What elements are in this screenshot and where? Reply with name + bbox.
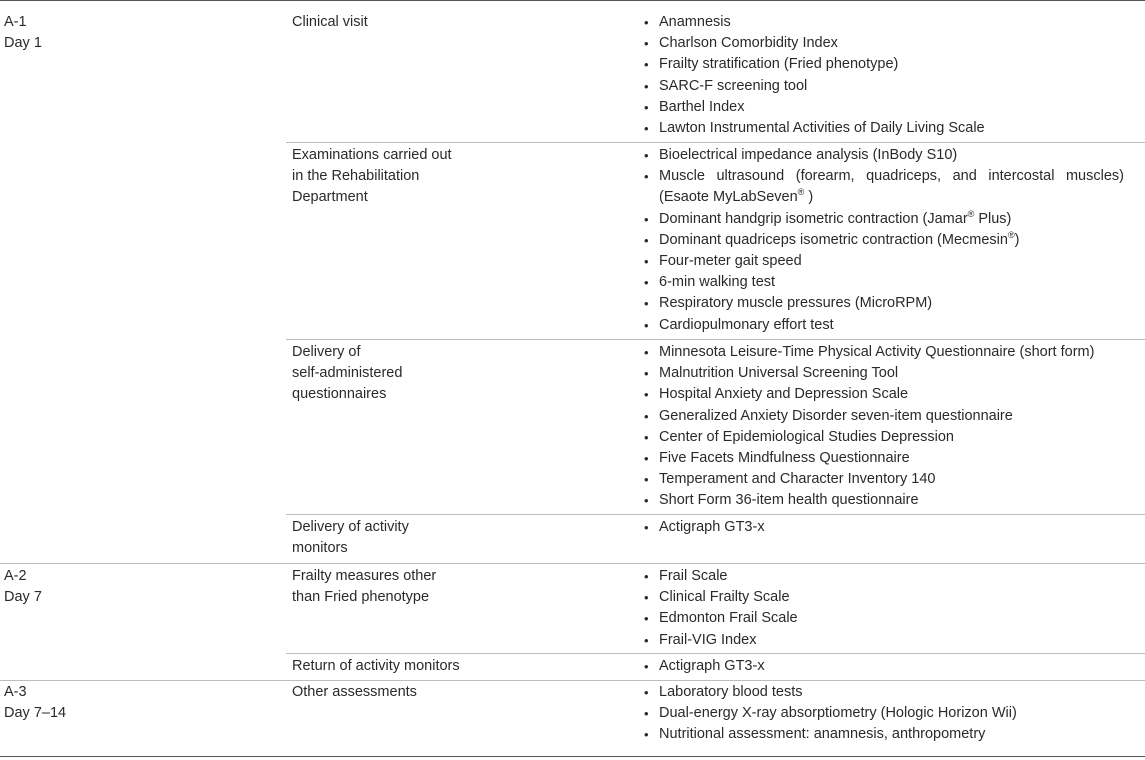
list-item: • Hospital Anxiety and Depression Scale <box>644 384 1124 405</box>
row-divider <box>286 514 1145 515</box>
assessment-list <box>644 682 1124 746</box>
list-item-text: Dominant quadriceps isometric contraction (Mecmesin <box>659 231 1008 248</box>
list-item: • Respiratory muscle pressures (MicroRPM) <box>644 293 1124 314</box>
assessment-cell <box>644 517 1124 538</box>
row-divider <box>286 653 1145 654</box>
phase-cell <box>4 12 42 54</box>
list-item <box>644 166 1124 208</box>
list-item: • 6-min walking test <box>644 272 1124 293</box>
list-item: • Bioelectrical impedance analysis (InBody S10) <box>644 145 1124 166</box>
list-item: • Cardiopulmonary effort test <box>644 315 1124 336</box>
phase-label: A-3 <box>4 684 27 700</box>
list-item <box>644 209 1124 230</box>
list-item: • Clinical Frailty Scale <box>644 587 1124 608</box>
list-item: • Nutritional assessment: anamnesis, anthropometry <box>644 724 1124 745</box>
list-item: • Barthel Index <box>644 97 1124 118</box>
day-label: Day 7 <box>4 589 42 605</box>
list-item-text: Dominant handgrip isometric contraction (Jamar <box>659 210 968 227</box>
list-item <box>644 230 1124 251</box>
activity-line: Return of activity monitors <box>292 658 460 674</box>
registered-mark: ® <box>967 208 975 219</box>
list-item: • Four-meter gait speed <box>644 251 1124 272</box>
list-item: • Actigraph GT3-x <box>644 517 1124 538</box>
activity-line: in the Rehabilitation <box>292 168 420 184</box>
activity-line: Delivery of <box>292 344 361 360</box>
activity-line: Other assessments <box>292 684 417 700</box>
assessment-list <box>644 517 1124 538</box>
activity-line: Frailty measures other <box>292 568 437 584</box>
assessment-list <box>644 342 1124 512</box>
activity-line: Department <box>292 189 368 205</box>
row-divider <box>286 339 1145 340</box>
activity-cell <box>292 12 492 33</box>
row-divider <box>286 142 1145 143</box>
activity-line: Delivery of activity <box>292 519 409 535</box>
row-divider <box>0 680 1145 681</box>
assessment-cell <box>644 656 1124 677</box>
table-top-rule <box>0 0 1145 1</box>
list-item: • Frail Scale <box>644 566 1124 587</box>
list-item: • Anamnesis <box>644 12 1124 33</box>
list-item: • Dual-energy X-ray absorptiometry (Hologic Horizon Wii) <box>644 703 1124 724</box>
assessment-cell <box>644 342 1124 512</box>
table-bottom-rule <box>0 756 1145 757</box>
list-item: • Generalized Anxiety Disorder seven-item questionnaire <box>644 406 1124 427</box>
assessment-list <box>644 145 1124 336</box>
list-item: • Five Facets Mindfulness Questionnaire <box>644 448 1124 469</box>
activity-cell <box>292 342 492 405</box>
phase-label: A-2 <box>4 568 27 584</box>
day-label: Day 7–14 <box>4 705 67 721</box>
assessment-cell <box>644 145 1124 336</box>
list-item: • Frail-VIG Index <box>644 630 1124 651</box>
activity-cell <box>292 145 492 208</box>
activity-cell <box>292 517 492 559</box>
activity-line: questionnaires <box>292 386 387 402</box>
activity-cell <box>292 682 492 703</box>
activity-line: than Fried phenotype <box>292 589 430 605</box>
list-item-text: ) <box>808 189 814 206</box>
activity-cell <box>292 566 492 608</box>
list-item: • Charlson Comorbidity Index <box>644 33 1124 54</box>
assessment-list <box>644 656 1124 677</box>
list-item: • Minnesota Leisure-Time Physical Activity Questionnaire (short form) <box>644 342 1124 363</box>
list-item: • Temperament and Character Inventory 140 <box>644 469 1124 490</box>
list-item: • Edmonton Frail Scale <box>644 608 1124 629</box>
list-item-text: Muscle ultrasound (forearm, quadriceps, and intercostal muscles) (Esaote MyLabSeven <box>659 168 1124 206</box>
registered-mark: ® <box>797 187 805 198</box>
list-item: • Malnutrition Universal Screening Tool <box>644 363 1124 384</box>
registered-mark: ® <box>1007 229 1015 240</box>
assessment-cell <box>644 12 1124 139</box>
activity-cell <box>292 656 552 677</box>
assessment-list <box>644 12 1124 139</box>
activity-line: Examinations carried out <box>292 147 452 163</box>
list-item: • Short Form 36-item health questionnaire <box>644 490 1124 511</box>
assessment-cell <box>644 682 1124 746</box>
assessment-cell <box>644 566 1124 651</box>
activity-line: Clinical visit <box>292 14 368 30</box>
list-item-text: ) <box>1014 231 1020 248</box>
row-divider <box>0 563 1145 564</box>
list-item: • Actigraph GT3-x <box>644 656 1124 677</box>
list-item: • Center of Epidemiological Studies Depression <box>644 427 1124 448</box>
list-item-text: Plus) <box>974 210 1012 227</box>
assessment-list <box>644 566 1124 651</box>
phase-cell <box>4 682 66 724</box>
list-item: • Lawton Instrumental Activities of Daily Living Scale <box>644 118 1124 139</box>
activity-line: self-administered <box>292 365 403 381</box>
phase-label: A-1 <box>4 14 27 30</box>
list-item: • SARC-F screening tool <box>644 76 1124 97</box>
phase-cell <box>4 566 42 608</box>
list-item: • Laboratory blood tests <box>644 682 1124 703</box>
activity-line: monitors <box>292 540 348 556</box>
list-item: • Frailty stratification (Fried phenotype) <box>644 54 1124 75</box>
day-label: Day 1 <box>4 35 42 51</box>
